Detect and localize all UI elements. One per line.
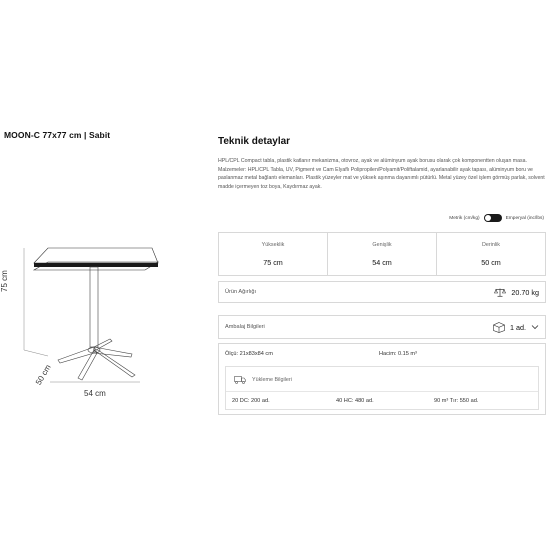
dimension-label: Derinlik xyxy=(482,242,500,248)
unit-switch[interactable] xyxy=(484,214,502,222)
dimension-value: 54 cm xyxy=(372,258,392,267)
dimension-cell-height xyxy=(219,233,328,275)
table-drawing xyxy=(0,232,200,402)
height-dimension-label: 75 cm xyxy=(0,270,9,292)
product-title: MOON-C 77x77 cm | Sabit xyxy=(4,130,111,140)
packaging-row[interactable] xyxy=(218,315,546,339)
packaging-label: Ambalaj Bilgileri xyxy=(225,324,265,330)
dimension-value: 50 cm xyxy=(481,258,501,267)
packaging-details xyxy=(218,343,546,415)
chevron-down-icon[interactable] xyxy=(531,324,539,330)
product-description: HPL/CPL Compact tabla, plastik katlanır mekanizma, otovroz, ayak ve alüminyum ayak borusu olarak çok komponentten oluşan masa. Malzemeler: HPL/CPL Tabla, UV, Pigment ve Cam Elyaflı Polipropilen/Polyamit/Poliftalamid, ayarlanabilir ayak tapası, alüminyum boru ve paslanmaz metal bağlantı elemanları. Plastik yüzeyler mat ve yüksek aşınma dayanımlı pütürlü. Metal yüzey özel işlem görmüş parlak, solvent madde içermeyen toz boya, Kaydırmaz ayak. xyxy=(218,158,545,190)
unit-toggle[interactable] xyxy=(449,214,544,222)
weight-value: 20.70 kg xyxy=(511,287,539,297)
width-dimension-label: 54 cm xyxy=(84,389,106,398)
packaging-count: 1 ad. xyxy=(510,322,526,332)
weight-label: Ürün Ağırlığı xyxy=(225,289,257,295)
divider xyxy=(226,391,538,392)
package-size: Ölçü: 21x83x84 cm xyxy=(225,351,273,357)
dimension-value: 75 cm xyxy=(263,258,283,267)
dimension-label: Yükseklik xyxy=(261,242,285,248)
dimensions-table xyxy=(218,232,546,276)
shipping-info-box xyxy=(225,366,539,410)
switch-knob xyxy=(485,215,491,221)
imperial-label: Emperyal (inc/lbs) xyxy=(505,215,544,221)
shipping-item: 20 DC: 200 ad. xyxy=(232,398,270,404)
truck-icon xyxy=(234,376,246,384)
metric-label: Metrik (cm/kg) xyxy=(449,215,480,221)
scale-icon xyxy=(494,288,506,297)
box-icon xyxy=(493,322,505,333)
shipping-label: Yükleme Bilgileri xyxy=(252,377,292,383)
depth-dimension-label: 50 cm xyxy=(34,363,53,387)
dimension-label: Genişlik xyxy=(372,242,392,248)
technical-details-heading: Teknik detaylar xyxy=(218,136,291,147)
dimension-cell-depth xyxy=(437,233,545,275)
dimension-cell-width xyxy=(328,233,437,275)
product-weight-row xyxy=(218,281,546,303)
shipping-item: 90 m³ Tır: 550 ad. xyxy=(434,398,479,404)
shipping-item: 40 HC: 480 ad. xyxy=(336,398,374,404)
package-volume: Hacim: 0.15 m³ xyxy=(379,351,417,357)
